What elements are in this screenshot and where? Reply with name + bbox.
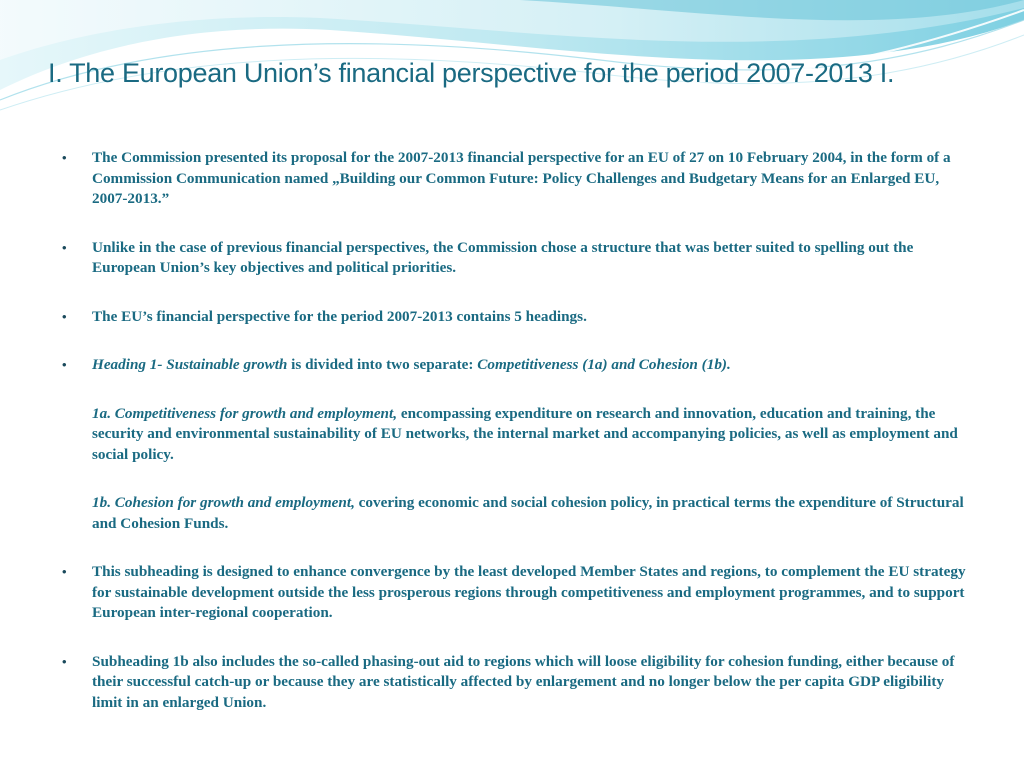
bullet-item [56,238,968,279]
bullet-item [56,652,968,714]
sub-italic-lead: 1a. Competitiveness for growth and employment, [92,404,398,422]
slide-title: I. The European Union’s financial perspective for the period 2007-2013 I. [48,58,895,88]
bullet-icon: • [62,357,67,372]
bullet-icon: • [62,150,67,165]
sub-text: encompassing expenditure on research and innovation, education and training, the security and environmental sustainability of EU networks, the internal market and accompanying policies, as well as employment and social policy. [92,404,958,463]
bullet-text: Unlike in the case of previous financial perspectives, the Commission chose a structure that was better suited to spelling out the European Union’s key objectives and political priorities. [92,238,914,276]
sub-item [56,493,968,534]
bullet-icon: • [62,653,67,669]
bullet-text: This subheading is designed to enhance convergence by the least developed Member States and regions, to complement the EU strategy for sustainable development outside the less prosperous regions through competitiveness and employment programmes, and to support European inter-regional cooperation. [92,563,966,621]
bullet-item [56,355,968,376]
bullet-item [56,562,968,624]
bullet-italic-tail: Competitiveness (1a) and Cohesion (1b). [477,356,731,373]
bullet-icon: • [62,239,67,255]
bullet-icon: • [62,308,67,324]
sub-italic-lead: 1b. Cohesion for growth and employment, [92,494,355,511]
bullet-icon: • [62,564,67,579]
bullet-text: is divided into two separate: [287,356,478,373]
sub-text: covering economic and social cohesion policy, in practical terms the expenditure of Structural and Cohesion Funds. [92,494,964,532]
bullet-text: The EU’s financial perspective for the period 2007-2013 contains 5 headings. [92,307,587,325]
slide-body [56,148,968,713]
bullet-italic-lead: Heading 1- Sustainable growth [92,356,288,373]
bullet-text: The Commission presented its proposal for the 2007-2013 financial perspective for an EU of 27 on 10 February 2004, in the form of a Commission Communication named „Building our Common Future: Policy Challenges and Budgetary Means for an Enlarged EU, 2007-2013.” [92,149,951,207]
sub-item [56,404,968,466]
bullet-item [56,148,968,210]
bullet-text: Subheading 1b also includes the so-called phasing-out aid to regions which will loose eligibility for cohesion funding, either because of their successful catch-up or because they are statistically affected by enlargement and no longer below the per capita GDP eligibility limit in an enlarged Union. [92,652,955,711]
bullet-item [56,307,968,328]
